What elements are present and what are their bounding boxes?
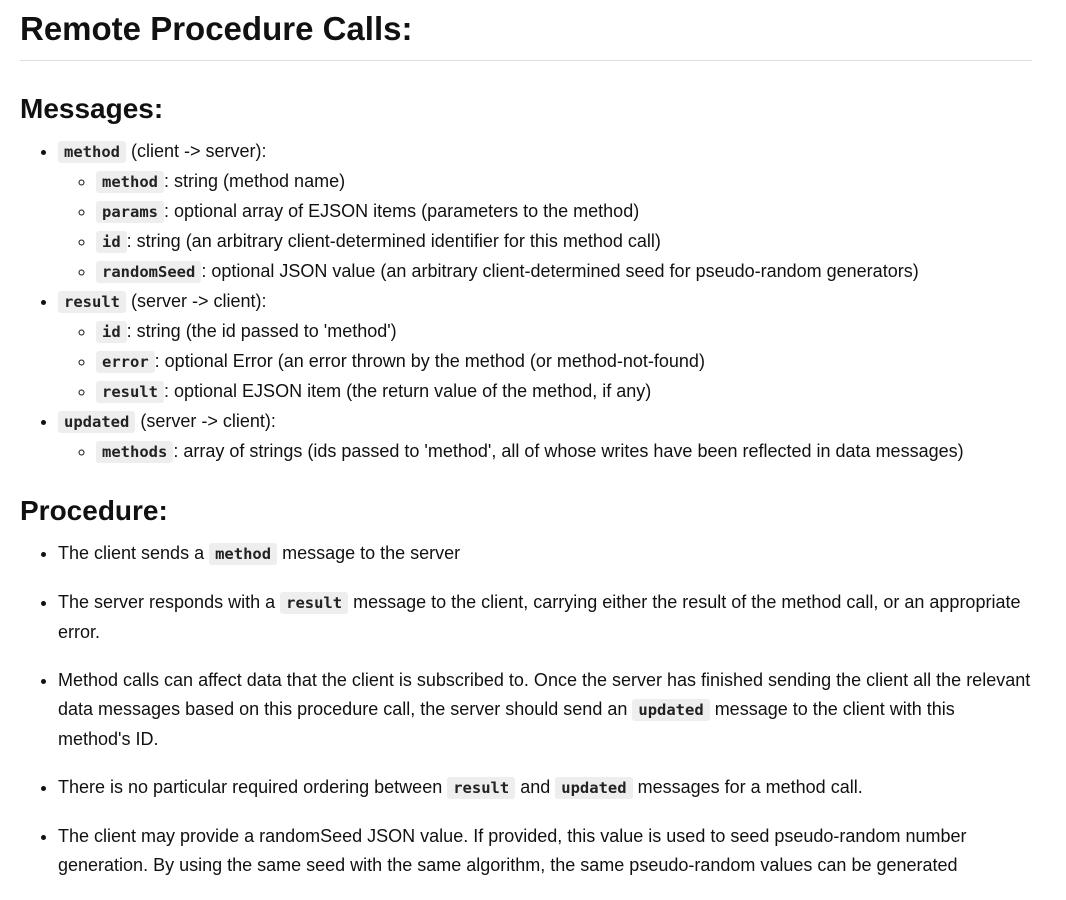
procedure-text: There is no particular required ordering between — [58, 777, 448, 797]
procedure-text: Method calls can affect data that the client is subscribed to. Once the server has finished sending the client all the relevant data messages based on this procedure call, the server should send an — [58, 670, 1031, 719]
procedure-text: The server responds with a — [58, 592, 281, 612]
procedure-code: result — [447, 777, 515, 799]
procedure-heading: Procedure: — [20, 495, 168, 526]
message-item-result — [58, 287, 1032, 407]
message-code-updated: updated — [58, 411, 135, 433]
message-code-result: result — [58, 291, 126, 313]
message-code-method: method — [58, 141, 126, 163]
message-desc: (client -> server): — [126, 141, 267, 161]
procedure-text: message to the client with this method's ID. — [58, 699, 955, 749]
procedure-text: The client may provide a randomSeed JSON value. If provided, this value is used to seed pseudo-random number generation. By using the same seed with the same algorithm, the same pseudo-random values can be generated — [58, 826, 967, 875]
procedure-code: result — [280, 592, 348, 614]
field-desc: : optional JSON value (an arbitrary client-determined seed for pseudo-random generators) — [201, 261, 919, 281]
field-code: params — [96, 201, 164, 223]
page-title: Remote Procedure Calls: — [20, 8, 1032, 61]
messages-heading: Messages: — [20, 93, 164, 124]
field-item — [96, 437, 1032, 467]
message-fields-list — [58, 437, 1032, 467]
field-desc: : string (the id passed to 'method') — [126, 321, 397, 341]
field-desc: : string (method name) — [164, 171, 346, 191]
field-code: randomSeed — [96, 261, 201, 283]
field-item — [96, 317, 1032, 347]
field-item — [96, 197, 1032, 227]
field-item — [96, 167, 1032, 197]
message-item-method — [58, 137, 1032, 287]
field-code: methods — [96, 441, 173, 463]
procedure-text: and — [515, 777, 556, 797]
procedure-item — [58, 588, 1032, 647]
procedure-text: message to the server — [277, 543, 461, 563]
procedure-item — [58, 539, 1032, 569]
field-item — [96, 377, 1032, 407]
procedure-code: updated — [555, 777, 632, 799]
field-desc: : string (an arbitrary client-determined identifier for this method call) — [126, 231, 661, 251]
procedure-text: The client sends a — [58, 543, 210, 563]
document-content — [20, 0, 1032, 899]
field-desc: : array of strings (ids passed to 'method', all of whose writes have been reflected in data messages) — [173, 441, 964, 461]
procedure-code: updated — [632, 699, 709, 721]
field-code: id — [96, 321, 127, 343]
message-desc: (server -> client): — [126, 291, 267, 311]
field-code: error — [96, 351, 155, 373]
procedure-list — [20, 539, 1032, 880]
procedure-item — [58, 822, 1032, 880]
field-code: result — [96, 381, 164, 403]
message-fields-list — [58, 317, 1032, 407]
procedure-text: messages for a method call. — [632, 777, 863, 797]
message-desc: (server -> client): — [135, 411, 276, 431]
field-desc: : optional EJSON item (the return value of the method, if any) — [164, 381, 652, 401]
procedure-item — [58, 773, 1032, 803]
messages-list — [20, 137, 1032, 467]
procedure-code: method — [209, 543, 277, 565]
field-desc: : optional array of EJSON items (parameters to the method) — [164, 201, 640, 221]
field-code: method — [96, 171, 164, 193]
procedure-text: message to the client, carrying either the result of the method call, or an appropriate error. — [58, 592, 1021, 642]
field-item — [96, 227, 1032, 257]
procedure-item — [58, 666, 1032, 754]
field-code: id — [96, 231, 127, 253]
message-fields-list — [58, 167, 1032, 287]
message-item-updated — [58, 407, 1032, 467]
field-item — [96, 257, 1032, 287]
field-item — [96, 347, 1032, 377]
field-desc: : optional Error (an error thrown by the method (or method-not-found) — [154, 351, 705, 371]
